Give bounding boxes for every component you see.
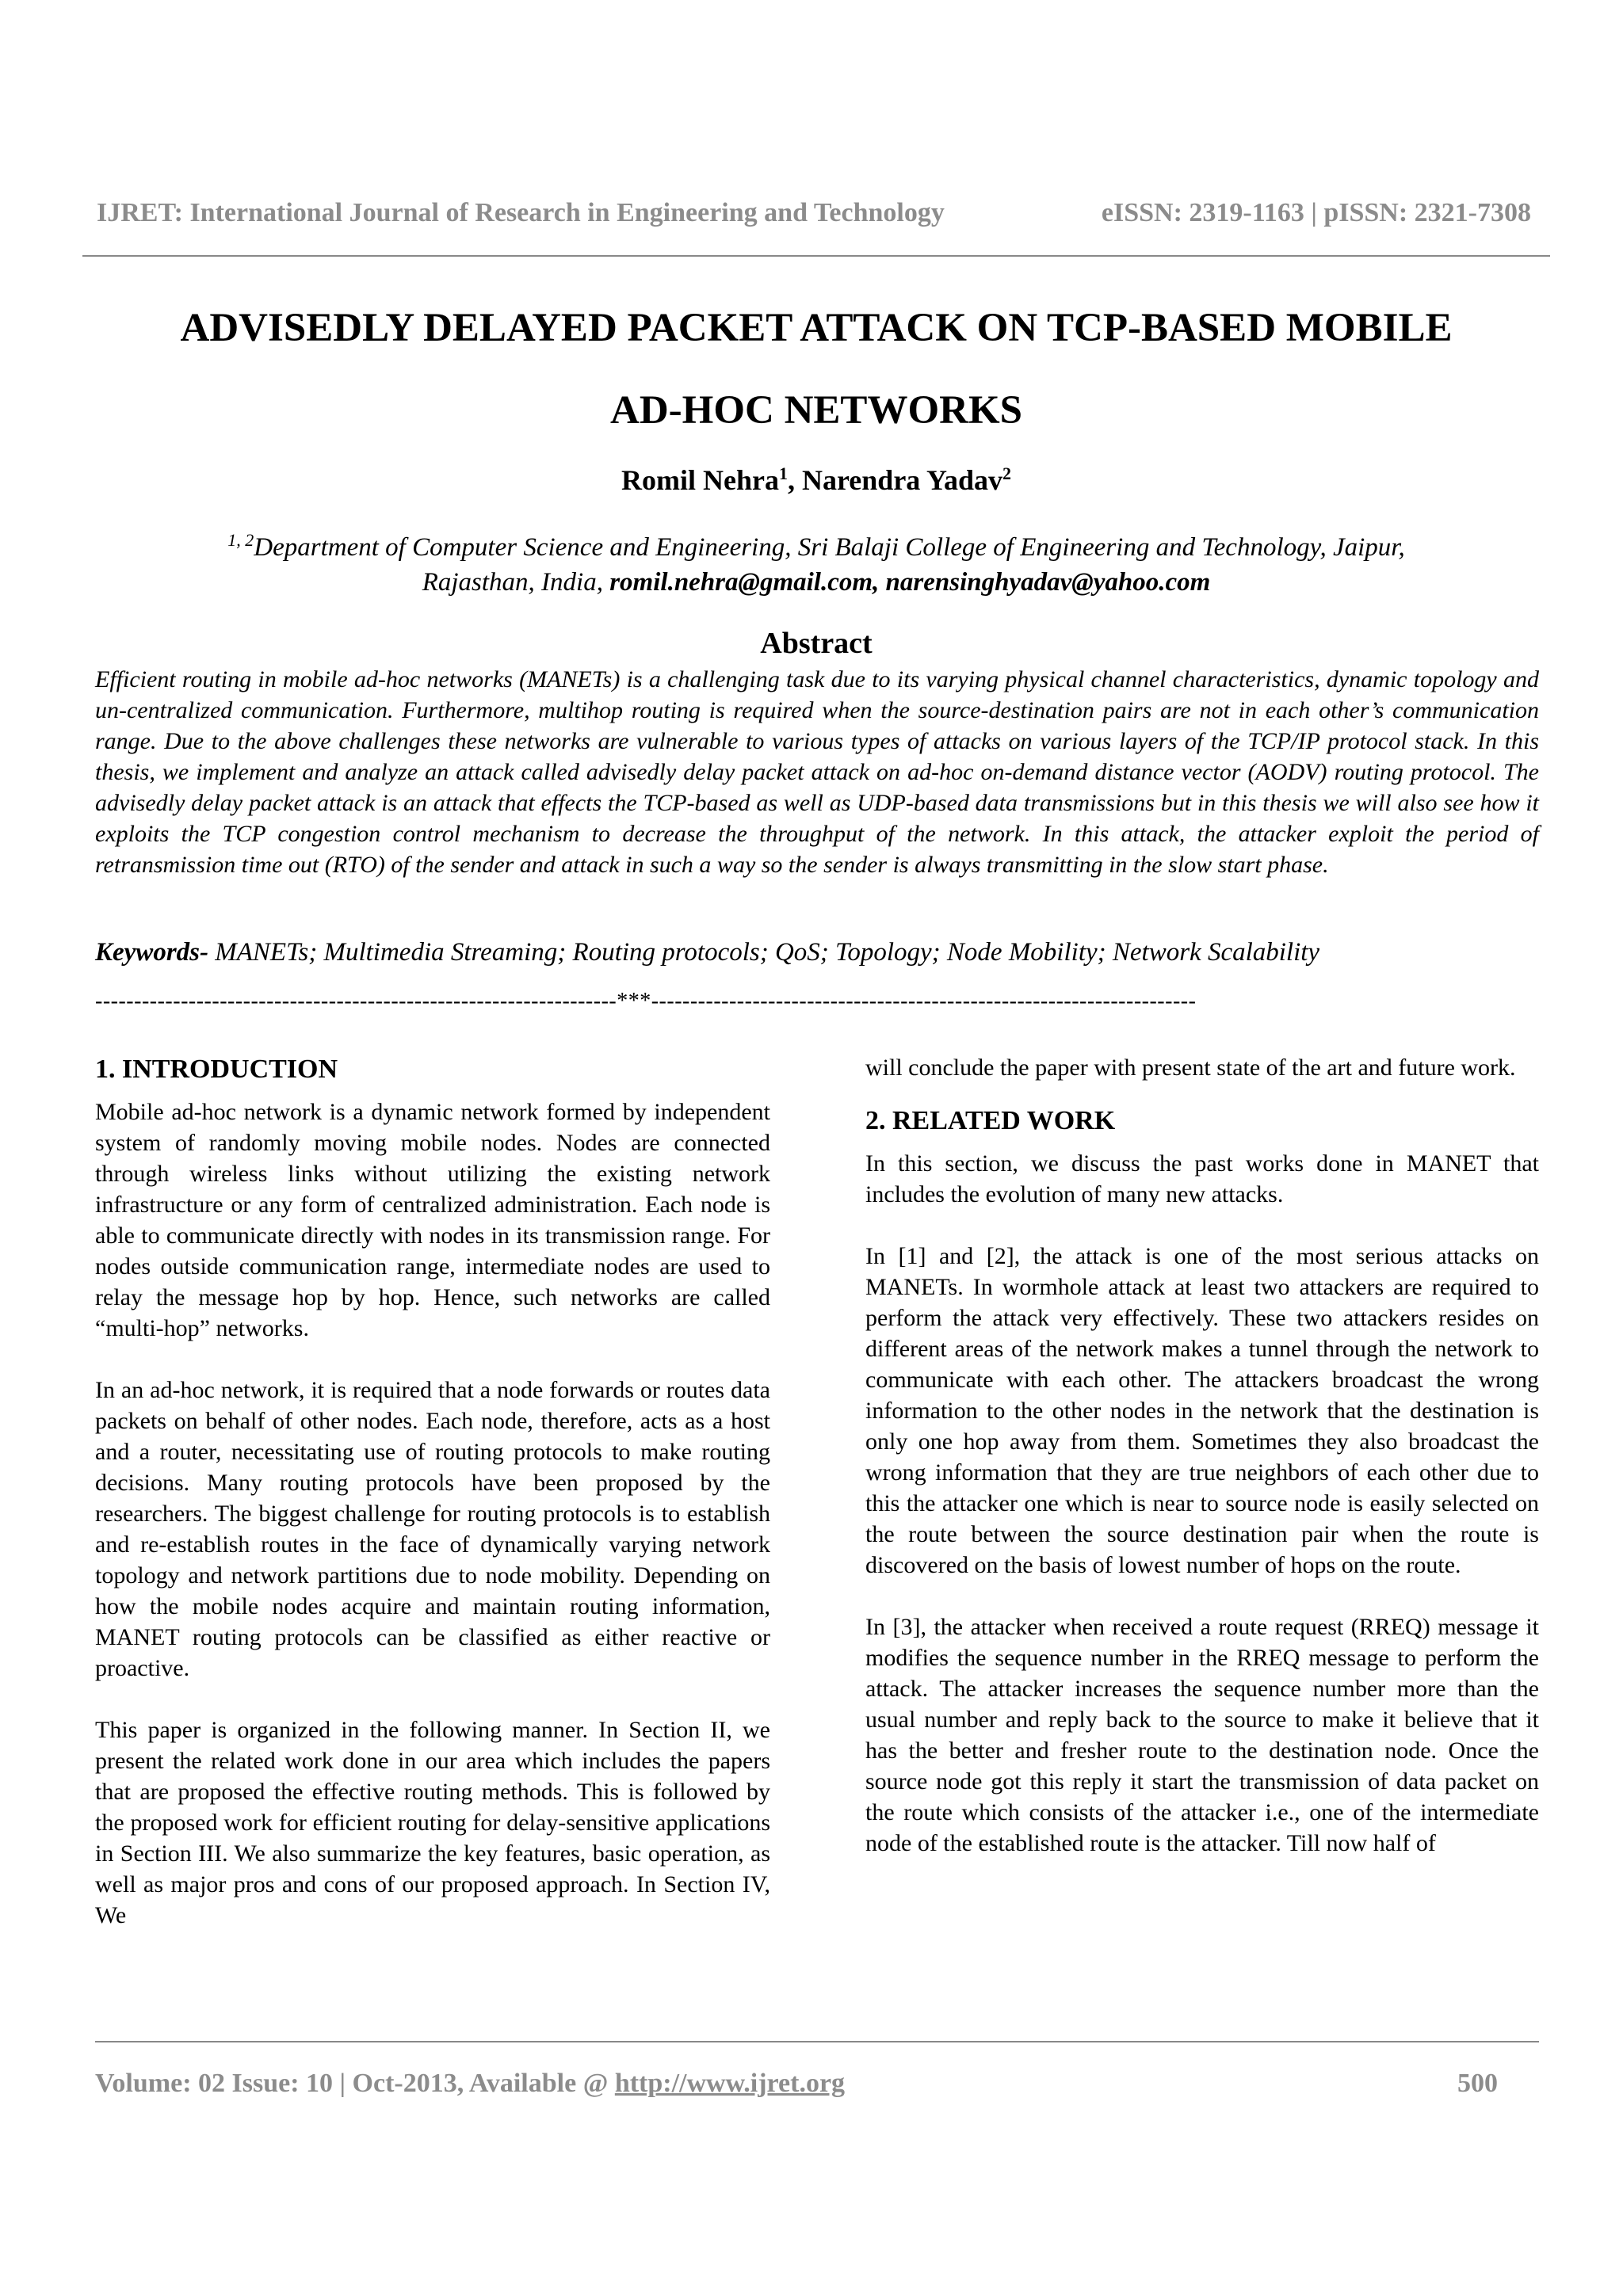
author-emails: romil.nehra@gmail.com, narensinghyadav@yahoo.com — [609, 568, 1211, 597]
keywords — [95, 938, 1539, 967]
author-1-sup: 1 — [778, 463, 788, 483]
affiliation-sup: 1, 2 — [227, 530, 254, 550]
abstract-body: Efficient routing in mobile ad-hoc networks (MANETs) is a challenging task due to its varying physical channel characteristics, dynamic topology and un-centralized communication. Furthermore, multihop routing is required when the source-destination pairs are not in each other’s communication range. Due to the above challenges these networks are vulnerable to various types of attacks on various layers of the TCP/IP protocol stack. In this thesis, we implement and analyze an attack called advisedly delay packet attack on ad-hoc on-demand distance vector (AODV) routing protocol. The advisedly delay packet attack is an attack that effects the TCP-based as well as UDP-based data transmissions but in this thesis we will also see how it exploits the TCP congestion control mechanism to decrease the throughput of the network. In this attack, the attacker exploit the period of retransmission time out (RTO) of the sender and attack in such a way so the sender is always transmitting in the slow start phase. — [95, 666, 1539, 878]
left-column — [95, 1052, 770, 1962]
keywords-text: MANETs; Multimedia Streaming; Routing protocols; QoS; Topology; Node Mobility; Network Scalability — [208, 938, 1320, 967]
section-divider: -------------------------------------------------------------------***---------------------------------------------------------------------- — [95, 989, 1197, 1013]
author-1: Romil Nehra — [621, 464, 779, 496]
author-2-sup: 2 — [1002, 463, 1011, 483]
affiliation-line-1: Department of Computer Science and Engineering, Sri Balaji College of Engineering and Technology, Jaipur, — [254, 533, 1405, 562]
section-1-heading: 1. INTRODUCTION — [95, 1055, 338, 1084]
abstract-heading: Abstract — [760, 627, 873, 660]
header-rule — [82, 255, 1550, 257]
keywords-label: Keywords- — [95, 938, 208, 967]
volume-info — [95, 2069, 845, 2099]
paper-title — [82, 287, 1550, 452]
page-number: 500 — [1457, 2069, 1498, 2098]
related-paragraph-2: In [1] and [2], the attack is one of the most serious attacks on MANETs. In wormhole attack at least two attackers are required to perform the attack very effectively. These two attackers resides on different areas of the network makes a tunnel through the network to communicate with each other. The attackers broadcast the wrong information to the other nodes in the network that the destination is only one hop away from them. Sometimes they also broadcast the wrong information that they are true neighbors of each other due to this the attacker one which is near to source node is easily selected on the route between the source destination pair when the route is discovered on the basis of lowest number of hops on the route. — [865, 1243, 1539, 1578]
intro-paragraph-1: Mobile ad-hoc network is a dynamic network formed by independent system of randomly moving mobile nodes. Nodes are connected through wireless links without utilizing the existing network infrastructure or any form of centralized administration. Each node is able to communicate directly with nodes in its transmission range. For nodes outside communication range, intermediate nodes are used to relay the message hop by hop. Hence, such networks are called “multi-hop” networks. — [95, 1099, 770, 1341]
journal-name: IJRET: International Journal of Research in Engineering and Technology — [97, 198, 945, 227]
volume-text: Volume: 02 Issue: 10 | Oct-2013, Available @ — [95, 2069, 615, 2098]
related-paragraph-3: In [3], the attacker when received a route request (RREQ) message it modifies the sequence number in the RREQ message to perform the attack. The attacker increases the sequence number more than the usual number and reply back to the source to make it believe that it has the better and fresher route to the destination node. Once the source node got this reply it start the transmission of data packet on the route which consists of the attacker i.e., one of the intermediate node of the established route is the attacker. Till now half of — [865, 1614, 1539, 1856]
affiliation-line-2: Rajasthan, India, — [422, 568, 610, 597]
title-line-1: ADVISEDLY DELAYED PACKET ATTACK ON TCP-BASED MOBILE — [180, 306, 1453, 350]
title-line-2: AD-HOC NETWORKS — [610, 388, 1022, 433]
author-sep: , — [787, 464, 802, 496]
right-column — [865, 1052, 1539, 1890]
author-2: Narendra Yadav — [801, 464, 1002, 496]
running-header — [97, 193, 1531, 233]
issn-info: eISSN: 2319-1163 | pISSN: 2321-7308 — [1101, 198, 1531, 227]
section-2-heading: 2. RELATED WORK — [865, 1106, 1116, 1135]
running-footer — [95, 2064, 1498, 2103]
journal-url-link[interactable]: http://www.ijret.org — [614, 2069, 846, 2098]
intro-continuation: will conclude the paper with present state of the art and future work. — [865, 1055, 1516, 1081]
footer-rule — [95, 2041, 1539, 2042]
affiliation — [119, 523, 1514, 600]
related-paragraph-1: In this section, we discuss the past works done in MANET that includes the evolution of many new attacks. — [865, 1150, 1539, 1207]
intro-paragraph-2: In an ad-hoc network, it is required that a node forwards or routes data packets on behalf of other nodes. Each node, therefore, acts as a host and a router, necessitating use of routing protocols to make routing decisions. Many routing protocols have been proposed by the researchers. The biggest challenge for routing protocols is to establish and re-establish routes in the face of dynamically varying network topology and network partitions due to node mobility. Depending on how the mobile nodes acquire and maintain routing information, MANET routing protocols can be classified as either reactive or proactive. — [95, 1377, 770, 1681]
author-list — [82, 463, 1550, 497]
intro-paragraph-3: This paper is organized in the following manner. In Section II, we present the related work done in our area which includes the papers that are proposed the effective routing methods. This is followed by the proposed work for efficient routing for delay-sensitive applications in Section III. We also summarize the key features, basic operation, as well as major pros and cons of our proposed approach. In Section IV, We — [95, 1717, 770, 1928]
